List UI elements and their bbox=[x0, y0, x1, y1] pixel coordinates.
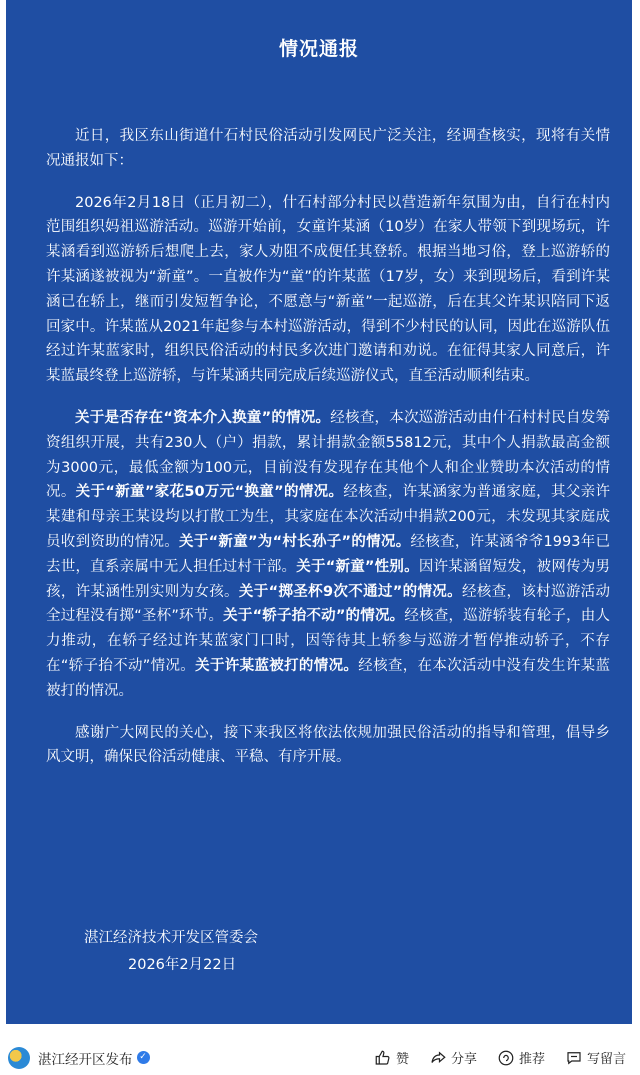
paragraph-event bbox=[46, 191, 610, 389]
text-run: 2026年2月18日（正月初二），什石村部分村民以营造新年氛围为由，自行在村内范围组织妈祖巡游活动。巡游开始前，女童许某涵（10岁）在家人带领下到现场玩，许某涵看到巡游轿后想爬上去，家人劝阻不成便任其登轿。根据当地习俗，登上巡游轿的许某涵遂被视为“新童”。一直被作为“童”的许某蓝（17岁，女）来到现场后，看到许某涵已在轿上，继而引发短暂争论，不愿意与“新童”一起巡游，后在其父许某识陪同下返回家中。许某蓝从2021年起参与本村巡游活动，得到不少村民的认同，因此在巡游队伍经过许某蓝家时，组织民俗活动的村民多次进门邀请和劝说。在征得其家人同意后，许某蓝最终登上巡游轿，与许某涵共同完成后续巡游仪式，直至活动顺利结束。 bbox=[46, 194, 610, 385]
comment-button[interactable] bbox=[565, 1048, 626, 1067]
signature-org: 湛江经济技术开发区管委会 bbox=[84, 930, 258, 946]
paragraph-findings bbox=[46, 406, 610, 704]
recommend-icon bbox=[497, 1049, 515, 1067]
comment-label: 写留言 bbox=[586, 1052, 626, 1067]
paragraph-closing bbox=[46, 721, 610, 771]
share-button[interactable] bbox=[429, 1048, 477, 1067]
bold-heading-run: 关于是否存在“资本介入换童”的情况。 bbox=[75, 409, 331, 426]
bold-heading-run: 关于“新童”家花50万元“换童”的情况。 bbox=[75, 484, 344, 501]
account-logo[interactable] bbox=[8, 1047, 30, 1069]
signature-block bbox=[84, 925, 258, 979]
notice-title: 情况通报 bbox=[278, 38, 359, 60]
recommend-button[interactable] bbox=[497, 1048, 545, 1067]
verified-check-icon: ✓ bbox=[137, 1051, 150, 1064]
like-label: 赞 bbox=[395, 1052, 409, 1067]
notice-card bbox=[6, 0, 632, 1024]
text-run: 因许某涵留短发，被网传为男孩，许某涵性别实则为女孩。 bbox=[46, 558, 611, 600]
bold-heading-run: 关于“新童”为“村长孙子”的情况。 bbox=[179, 533, 411, 550]
text-run: 经核查，许某涵爷爷1993年已去世，直系亲属中无人担任过村干部。 bbox=[46, 533, 610, 575]
bold-heading-run: 关于许某蓝被打的情况。 bbox=[195, 657, 359, 674]
text-run: 感谢广大网民的关心，接下来我区将依法依规加强民俗活动的指导和管理，倡导乡风文明，确保民俗活动健康、平稳、有序开展。 bbox=[46, 724, 610, 766]
share-icon bbox=[429, 1049, 447, 1067]
action-bar bbox=[374, 1048, 626, 1067]
account-name[interactable]: 湛江经开区发布 bbox=[38, 1051, 133, 1068]
bold-heading-run: 关于“新童”性别。 bbox=[296, 558, 419, 575]
like-button[interactable] bbox=[374, 1048, 409, 1067]
bold-heading-run: 关于“掷圣杯9次不通过”的情况。 bbox=[238, 583, 462, 600]
comment-icon bbox=[565, 1049, 583, 1067]
text-run: 经核查，许某涵家为普通家庭，其父亲许某建和母亲王某设均以打散工为生，其家庭在本次活动中捐款200元，未发现其家庭成员收到资助的情况。 bbox=[46, 484, 611, 550]
paragraph-intro bbox=[46, 124, 610, 174]
share-label: 分享 bbox=[450, 1052, 477, 1067]
text-run: 经核查，在本次活动中没有发生许某蓝被打的情况。 bbox=[46, 657, 610, 699]
text-run: 近日，我区东山街道什石村民俗活动引发网民广泛关注，经调查核实，现将有关情况通报如下： bbox=[46, 128, 610, 169]
text-run: 经核查，本次巡游活动由什石村村民自发筹资组织开展，共有230人（户）捐款，累计捐款金额55812元，其中个人捐款最高金额为3000元，最低金额为100元，目前没有发现存在其他个人和企业赞助本次活动的情况。 bbox=[46, 409, 610, 501]
text-run: 经核查，该村巡游活动全过程没有掷“圣杯”环节。 bbox=[46, 583, 611, 625]
bottom-bar bbox=[0, 1040, 640, 1075]
signature-date: 2026年2月22日 bbox=[128, 957, 237, 973]
notice-body bbox=[46, 124, 610, 787]
text-run: 经核查，巡游轿装有轮子，由人力推动，在轿子经过许某蓝家门口时，因等待其上轿参与巡游才暂停推动轿子，不存在“轿子抬不动”情况。 bbox=[46, 608, 611, 674]
thumbs-up-icon bbox=[374, 1049, 392, 1067]
recommend-label: 推荐 bbox=[518, 1052, 545, 1067]
bold-heading-run: 关于“轿子抬不动”的情况。 bbox=[223, 608, 405, 625]
